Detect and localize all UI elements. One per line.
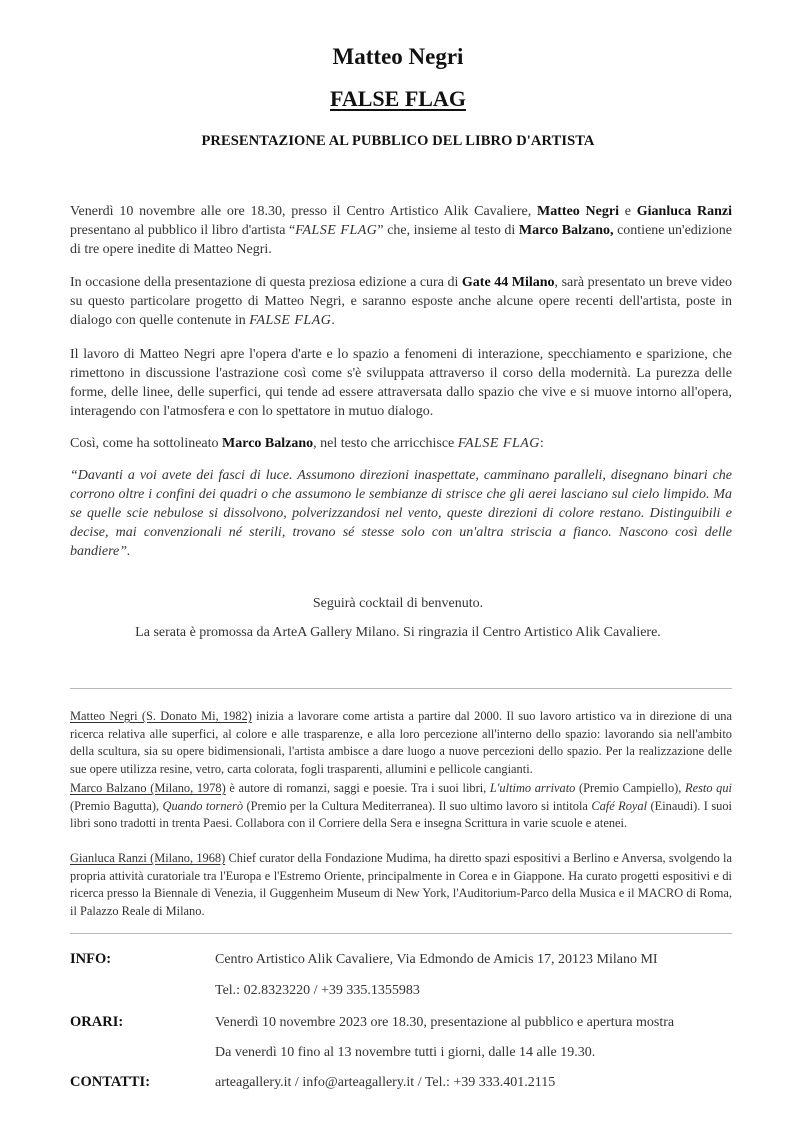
book-title-italic: Café Royal <box>591 798 648 813</box>
name-marco-balzano: Marco Balzano, <box>518 223 614 238</box>
info-phone: Tel.: 02.8323220 / +39 335.1355983 <box>215 983 420 998</box>
name-matteo-negri: Matteo Negri <box>537 204 619 219</box>
contatti-label: CONTATTI: <box>70 1074 151 1090</box>
book-title-inline: FALSE FLAG <box>249 313 332 328</box>
book-title-inline: FALSE FLAG <box>457 436 540 451</box>
name-marco-balzano: Marco Balzano <box>222 436 314 451</box>
section-divider <box>70 933 732 934</box>
bio-name: Gianluca Ranzi (Milano, 1968) <box>70 851 226 865</box>
promotion-note: La serata è promossa da ArteA Gallery Milano. Si ringrazia il Centro Artistico Alik Cavaliere. <box>135 625 661 640</box>
paragraph-quote-intro: Così, come ha sottolineato Marco Balzano, nel testo che arricchisce FALSE FLAG: <box>70 436 544 451</box>
info-address: Centro Artistico Alik Cavaliere, Via Edmondo de Amicis 17, 20123 Milano MI <box>215 952 658 967</box>
bio-name: Marco Balzano (Milano, 1978) <box>70 781 226 795</box>
contatti-details: arteagallery.it / info@arteagallery.it / Tel.: +39 333.401.2115 <box>215 1075 556 1090</box>
subtitle-heading: PRESENTAZIONE AL PUBBLICO DEL LIBRO D'ARTISTA <box>201 133 595 149</box>
book-title-italic: Resto qui <box>685 781 732 795</box>
balzano-quote: “Davanti a voi avete dei fasci di luce. Assumono direzioni inaspettate, camminano paralleli, disegnano binari che corrono oltre i confini dei quadri o che assumono le sembianze di strisce che gli aerei lasciano sul cielo limpido. Ma se quelle scie nebulose si dissolvono, polverizzandosi nel vento, queste direzioni di colore restano. Distinguibili e decise, mai convenzionali né sterili, trovano sé stesse solo con un'altra striscia a fianco. Nascono così delle bandiere”. <box>70 468 732 559</box>
paragraph-event-intro: Venerdì 10 novembre alle ore 18.30, presso il Centro Artistico Alik Cavaliere, Matteo Negri e Gianluca Ranzi presentano al pubblico il libro d'artista “FALSE FLAG” che, insieme al testo di Marco Balzano, contiene un'edizione di tre opere inedite di Matteo Negri. <box>70 204 732 257</box>
book-title-heading <box>0 86 796 112</box>
book-title-italic: Quando tornerò <box>162 798 244 813</box>
book-title-text: FALSE FLAG <box>330 86 466 111</box>
orari-label: ORARI: <box>70 1014 124 1030</box>
bio-matteo-negri: Matteo Negri (S. Donato Mi, 1982) inizia a lavorare come artista a partire dal 2000. Il suo lavoro artistico va in direzione di una ricerca relativa alle superfici, al colore e alle trasparenze, e alla loro percezione all'interno dello spazio: lavorando sia nell'ambito della scultura, sia su opere bidimensionali, l'artista ambisce a dare luogo a nuove percezioni dello spazio. Per la realizzazione delle sue opere utilizza resine, vetro, carta colorata, fogli trasparenti, allumini e pellicole cangianti. <box>70 709 733 776</box>
section-divider <box>70 688 732 689</box>
artist-name-heading: Matteo Negri <box>332 44 464 69</box>
name-gianluca-ranzi: Gianluca Ranzi <box>636 204 732 219</box>
book-title-inline: FALSE FLAG <box>295 223 378 238</box>
orari-opening: Venerdì 10 novembre 2023 ore 18.30, presentazione al pubblico e apertura mostra <box>215 1015 675 1030</box>
paragraph-presentation: In occasione della presentazione di questa preziosa edizione a cura di Gate 44 Milano, sarà presentato un breve video su questo particolare progetto di Matteo Negri, e saranno esposte anche alcune opere recenti dell'artista, poste in dialogo con quelle contenute in FALSE FLAG. <box>70 275 733 328</box>
info-label: INFO: <box>70 951 112 967</box>
cocktail-note: Seguirà cocktail di benvenuto. <box>312 596 484 611</box>
book-title-italic: L'ultimo arrivato <box>489 781 576 795</box>
name-gate-44-milano: Gate 44 Milano <box>461 275 555 290</box>
paragraph-artwork-description: Il lavoro di Matteo Negri apre l'opera d'arte e lo spazio a fenomeni di interazione, specchiamento e sparizione, che rimettono in discussione l'astrazione così come s'è sviluppata attraverso il corso della modernità. La purezza delle forme, delle linee, delle superfici, qui tende ad essere attraversata dallo spazio che vive e si muove intorno all'opera, interagendo con l'atmosfera e con lo spettatore in mutuo dialogo. <box>70 347 732 419</box>
bio-marco-balzano: Marco Balzano (Milano, 1978) è autore di romanzi, saggi e poesie. Tra i suoi libri, L'ultimo arrivato (Premio Campiello), Resto qui (Premio Bagutta), Quando tornerò (Premio per la Cultura Mediterranea). Il suo ultimo lavoro si intitola Café Royal (Einaudi). I suoi libri sono tradotti in trenta Paesi. Collabora con il Corriere della Sera e insegna Scrittura in varie scuole e atenei. <box>70 781 733 830</box>
orari-schedule: Da venerdì 10 fino al 13 novembre tutti i giorni, dalle 14 alle 19.30. <box>215 1045 596 1060</box>
bio-gianluca-ranzi: Gianluca Ranzi (Milano, 1968) Chief curator della Fondazione Mudima, ha diretto spazi espositivi a Berlino e Anversa, svolgendo la propria attività curatoriale tra l'Europa e l'Estremo Oriente, principalmente in Corea e in Giappone. Ha curato progetti espositivi e di ricerca presso la Biennale di Venezia, il Guggenheim Museum di New York, l'Auditorium-Parco della Musica e il MACRO di Roma, il Palazzo Reale di Milano. <box>70 851 732 918</box>
bio-name: Matteo Negri (S. Donato Mi, 1982) <box>70 709 252 723</box>
